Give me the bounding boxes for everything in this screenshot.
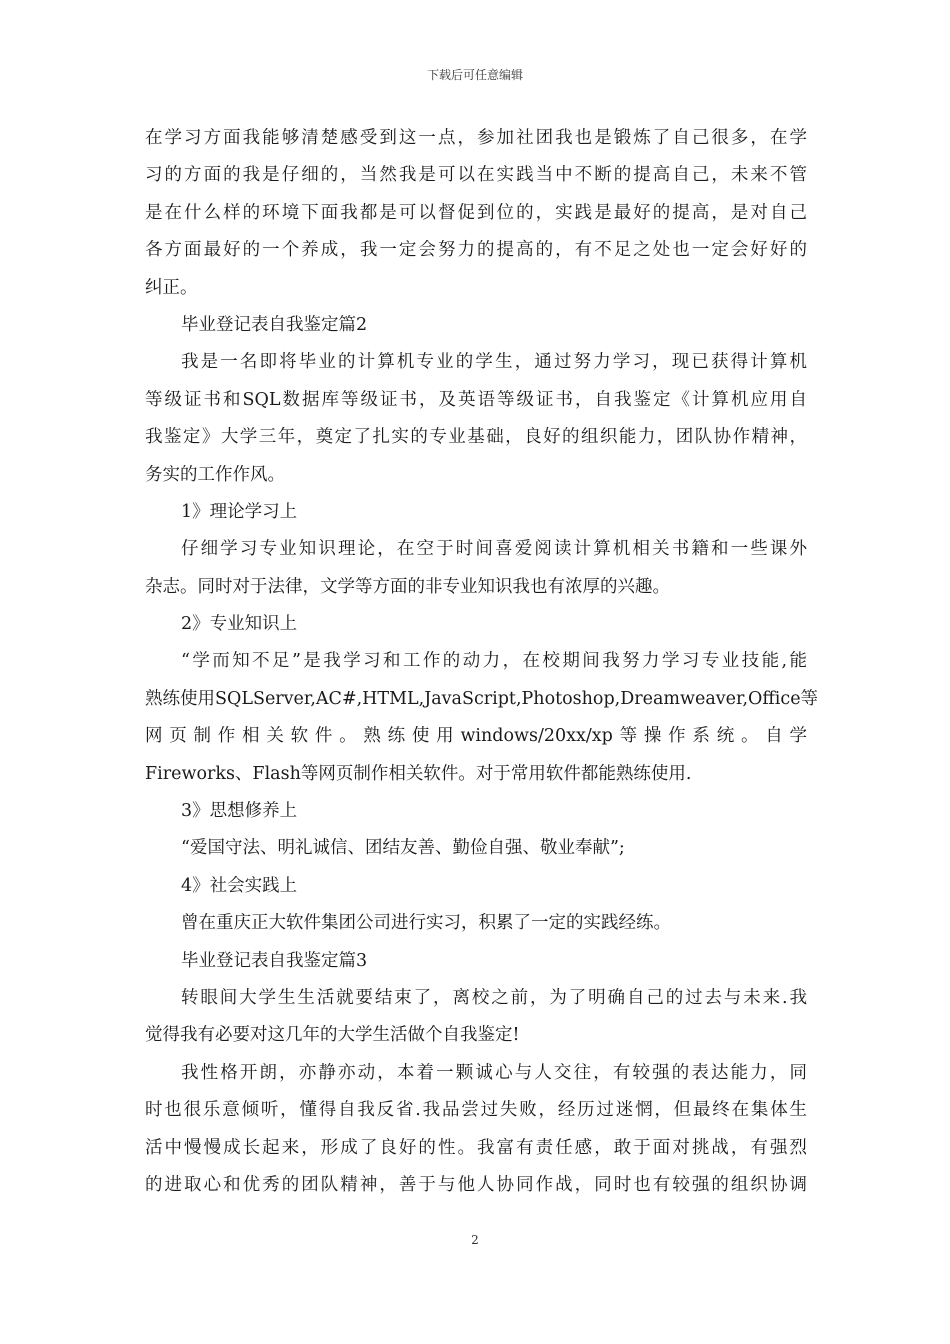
paragraph-line: 转眼间大学生生活就要结束了，离校之前，为了明确自己的过去与未来.我	[181, 987, 807, 1008]
subsection-heading: 1》理论学习上	[181, 501, 298, 522]
subsection-heading: 2》专业知识上	[181, 614, 298, 635]
paragraph-line: 熟练使用SQLServer,AC#,HTML,JavaScript,Photoshop,Dreamweaver,Office等	[145, 688, 819, 709]
paragraph-line: Fireworks、Flash等网页制作相关软件。对于常用软件都能熟练使用.	[145, 763, 692, 784]
paragraph-line: “爱国守法、明礼诚信、团结友善、勤俭自强、敬业奉献”;	[181, 838, 625, 859]
paragraph-line: 在学习方面我能够清楚感受到这一点，参加社团我也是锻炼了自己很多，在学	[145, 128, 807, 148]
paragraph-line: 等级证书和SQL数据库等级证书，及英语等级证书，自我鉴定《计算机应用自	[145, 389, 807, 410]
section-heading: 毕业登记表自我鉴定篇2	[181, 314, 368, 335]
paragraph-line: 我是一名即将毕业的计算机专业的学生，通过努力学习，现已获得计算机	[181, 352, 807, 373]
page-number: 2	[471, 1233, 479, 1247]
paragraph-line: “学而知不足”是我学习和工作的动力，在校期间我努力学习专业技能,能	[181, 651, 807, 672]
paragraph-line: 时也很乐意倾听，懂得自我反省.我品尝过失败，经历过迷惘，但最终在集体生	[145, 1100, 807, 1121]
paragraph-line: 习的方面的我是仔细的，当然我是可以在实践当中不断的提高自己，未来不管	[145, 165, 807, 186]
paragraph-line: 我性格开朗，亦静亦动，本着一颗诚心与人交往，有较强的表达能力，同	[181, 1062, 807, 1083]
paragraph-line: 是在什么样的环境下面我都是可以督促到位的，实践是最好的提高，是对自己	[145, 202, 807, 223]
paragraph-line: 纠正。	[145, 277, 198, 298]
paragraph-line: 活中慢慢成长起来，形成了良好的性。我富有责任感，敢于面对挑战，有强烈	[145, 1137, 807, 1158]
paragraph-line: 我鉴定》大学三年，奠定了扎实的专业基础，良好的组织能力，团队协作精神，	[145, 427, 807, 448]
subsection-heading: 3》思想修养上	[181, 801, 298, 822]
section-heading: 毕业登记表自我鉴定篇3	[181, 950, 368, 971]
paragraph-line: 务实的工作作风。	[145, 464, 285, 485]
paragraph-line: 的进取心和优秀的团队精神，善于与他人协同作战，同时也有较强的组织协调	[145, 1174, 807, 1195]
paragraph-line: 曾在重庆正大软件集团公司进行实习，积累了一定的实践经练。	[181, 913, 671, 934]
subsection-heading: 4》社会实践上	[181, 875, 298, 896]
paragraph-line: 网页制作相关软件。熟练使用windows/20xx/xp等操作系统。自学	[145, 726, 807, 747]
document-body	[145, 120, 819, 1204]
paragraph-line: 仔细学习专业知识理论，在空于时间喜爱阅读计算机相关书籍和一些课外	[181, 539, 807, 560]
paragraph-line: 觉得我有必要对这几年的大学生活做个自我鉴定!	[145, 1025, 520, 1046]
page-header: 下载后可任意编辑	[426, 68, 523, 82]
paragraph-line: 杂志。同时对于法律，文学等方面的非专业知识我也有浓厚的兴趣。	[145, 576, 670, 597]
paragraph-line: 各方面最好的一个养成，我一定会努力的提高的，有不足之处也一定会好好的	[145, 240, 807, 261]
